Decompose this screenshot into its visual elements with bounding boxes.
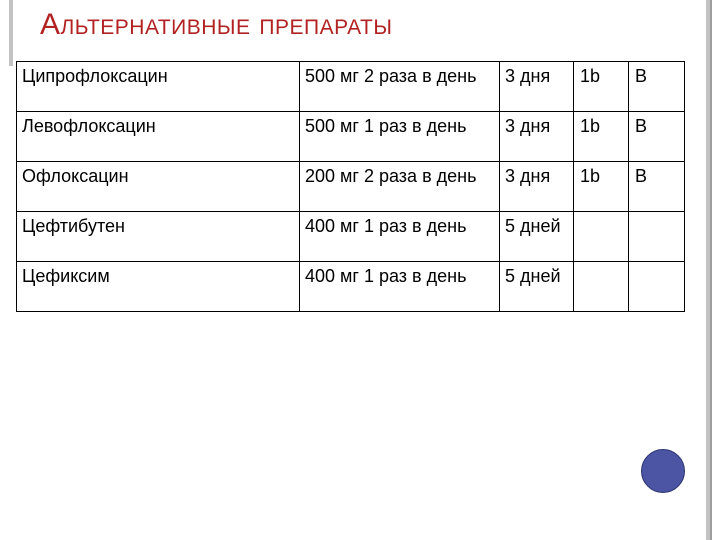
drug-name-cell: Цефтибутен: [17, 212, 300, 262]
evidence-level-cell: 1b: [574, 62, 629, 112]
duration-cell: 5 дней: [500, 212, 574, 262]
table-row: [17, 212, 685, 262]
evidence-level-cell: [574, 262, 629, 312]
table-row: [17, 112, 685, 162]
duration-cell: 3 дня: [500, 112, 574, 162]
duration-cell: 3 дня: [500, 162, 574, 212]
drug-name-cell: Левофлоксацин: [17, 112, 300, 162]
dose-cell: 500 мг 2 раза в день: [300, 62, 500, 112]
circle-nav-icon[interactable]: [641, 449, 685, 493]
table-row: [17, 162, 685, 212]
table-row: [17, 262, 685, 312]
evidence-level-cell: [574, 212, 629, 262]
grade-cell: B: [629, 112, 685, 162]
grade-cell: [629, 262, 685, 312]
evidence-level-cell: 1b: [574, 112, 629, 162]
drug-name-cell: Ципрофлоксацин: [17, 62, 300, 112]
table-row: [17, 62, 685, 112]
drug-name-cell: Цефиксим: [17, 262, 300, 312]
evidence-level-cell: 1b: [574, 162, 629, 212]
duration-cell: 3 дня: [500, 62, 574, 112]
dose-cell: 400 мг 1 раз в день: [300, 212, 500, 262]
grade-cell: B: [629, 162, 685, 212]
slide-title: Альтернативные препараты: [40, 8, 393, 41]
drug-name-cell: Офлоксацин: [17, 162, 300, 212]
dose-cell: 400 мг 1 раз в день: [300, 262, 500, 312]
drug-table: [16, 61, 685, 312]
duration-cell: 5 дней: [500, 262, 574, 312]
dose-cell: 200 мг 2 раза в день: [300, 162, 500, 212]
grade-cell: B: [629, 62, 685, 112]
grade-cell: [629, 212, 685, 262]
slide-frame-right-edge: [710, 0, 712, 540]
dose-cell: 500 мг 1 раз в день: [300, 112, 500, 162]
slide-frame-left-bar: [9, 0, 13, 66]
